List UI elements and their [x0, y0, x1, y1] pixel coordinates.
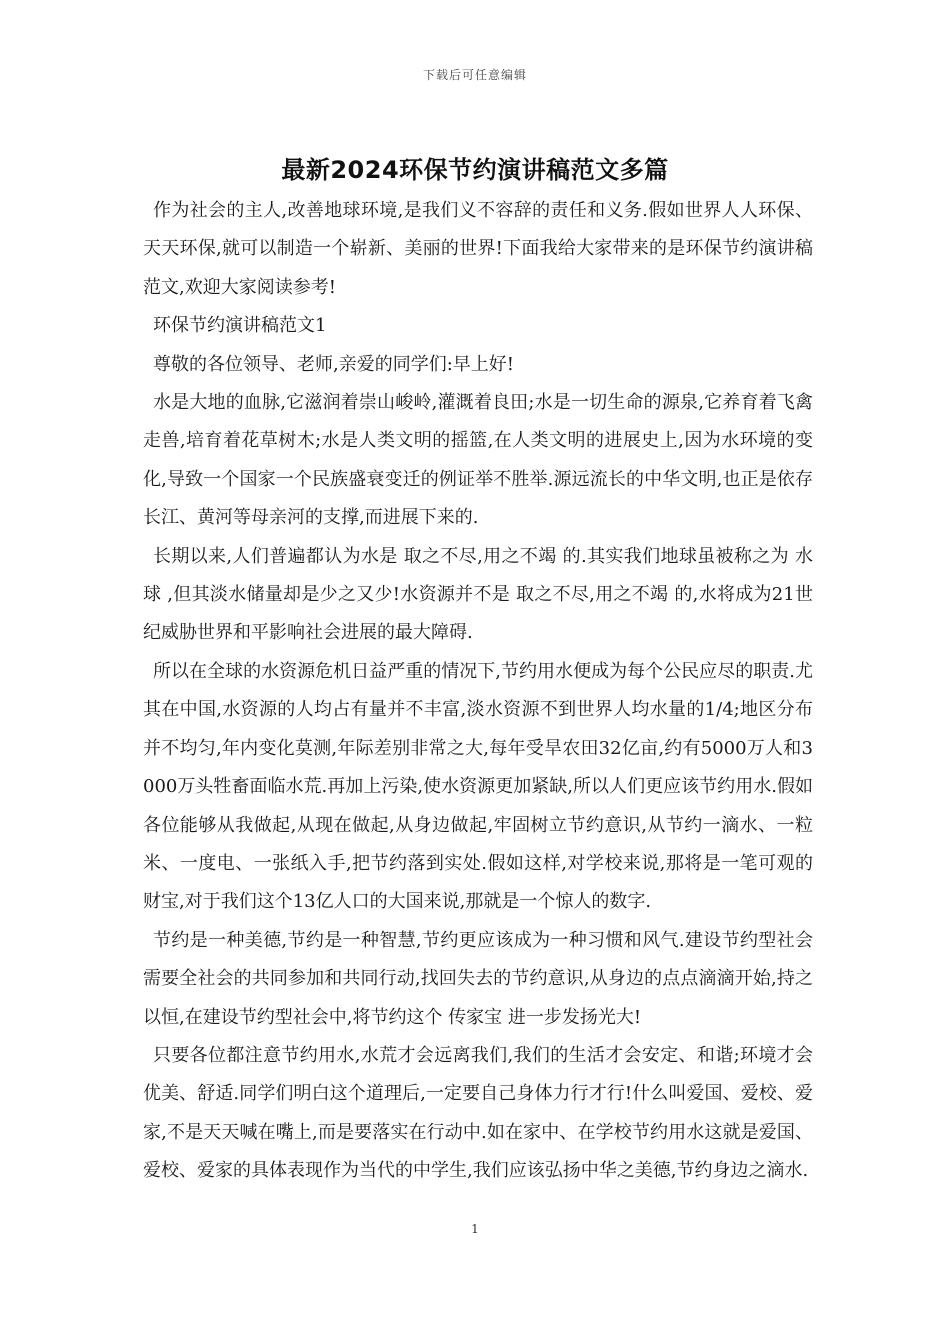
- paragraph-intro: 作为社会的主人,改善地球环境,是我们义不容辞的责任和义务.假如世界人人环保、天天环保,就可以制造一个崭新、美丽的世界!下面我给大家带来的是环保节约演讲稿范文,欢迎大家阅读参考!: [143, 200, 813, 298]
- paragraph-water-crisis: 所以在全球的水资源危机日益严重的情况下,节约用水便成为每个公民应尽的职责.尤其在中国,水资源的人均占有量并不丰富,淡水资源不到世界人均水量的1/4;地区分布并不均匀,年内变化莫测,年际差别非常之大,每年受旱农田32亿亩,约有5000万人和3000万头牲畜面临水荒.再加上污染,使水资源更加紧缺,所以人们更应该节约用水.假如各位能够从我做起,从现在做起,从身边做起,牢固树立节约意识,从节约一滴水、一粒米、一度电、一张纸入手,把节约落到实处.假如这样,对学校来说,那将是一笔可观的财宝,对于我们这个13亿人口的大国来说,那就是一个惊人的数字.: [143, 660, 813, 913]
- paragraph-greeting: 尊敬的各位领导、老师,亲爱的同学们:早上好!: [153, 353, 515, 375]
- paragraph-water-scarcity: 长期以来,人们普遍都认为水是 取之不尽,用之不竭 的.其实我们地球虽被称之为 水球 ,但其淡水储量却是少之又少!水资源并不是 取之不尽,用之不竭 的,水将成为21世纪威胁世界和平影响社会进展的最大障碍.: [143, 545, 813, 644]
- page-number: 1: [471, 1222, 479, 1236]
- paragraph-call-to-action: 只要各位都注意节约用水,水荒才会远离我们,我们的生活才会安定、和谐;环境才会优美、舒适.同学们明白这个道理后,一定要自己身体力行才行!什么叫爱国、爱校、爱家,不是天天喊在嘴上,而是要落实在行动中.如在家中、在学校节约用水这就是爱国、爱校、爱家的具体表现作为当代的中学生,我们应该弘扬中华之美德,节约身边之滴水.: [143, 1044, 813, 1182]
- document-title: 最新2024环保节约演讲稿范文多篇: [281, 156, 669, 184]
- paragraph-saving-virtue: 节约是一种美德,节约是一种智慧,节约更应该成为一种习惯和风气.建设节约型社会需要全社会的共同参加和共同行动,找回失去的节约意识,从身边的点点滴滴开始,持之以恒,在建设节约型社会中,将节约这个 传家宝 进一步发扬光大!: [143, 929, 813, 1028]
- document-body: [143, 192, 813, 1191]
- section-heading: 环保节约演讲稿范文1: [153, 315, 327, 337]
- header-note: 下载后可任意编辑: [422, 68, 527, 82]
- paragraph-water-importance: 水是大地的血脉,它滋润着崇山峻岭,灌溉着良田;水是一切生命的源泉,它养育着飞禽走兽,培育着花草树木;水是人类文明的摇篮,在人类文明的进展史上,因为水环境的变化,导致一个国家一个民族盛衰变迁的例证举不胜举.源远流长的中华文明,也正是依存长江、黄河等母亲河的支撑,而进展下来的.: [143, 392, 813, 529]
